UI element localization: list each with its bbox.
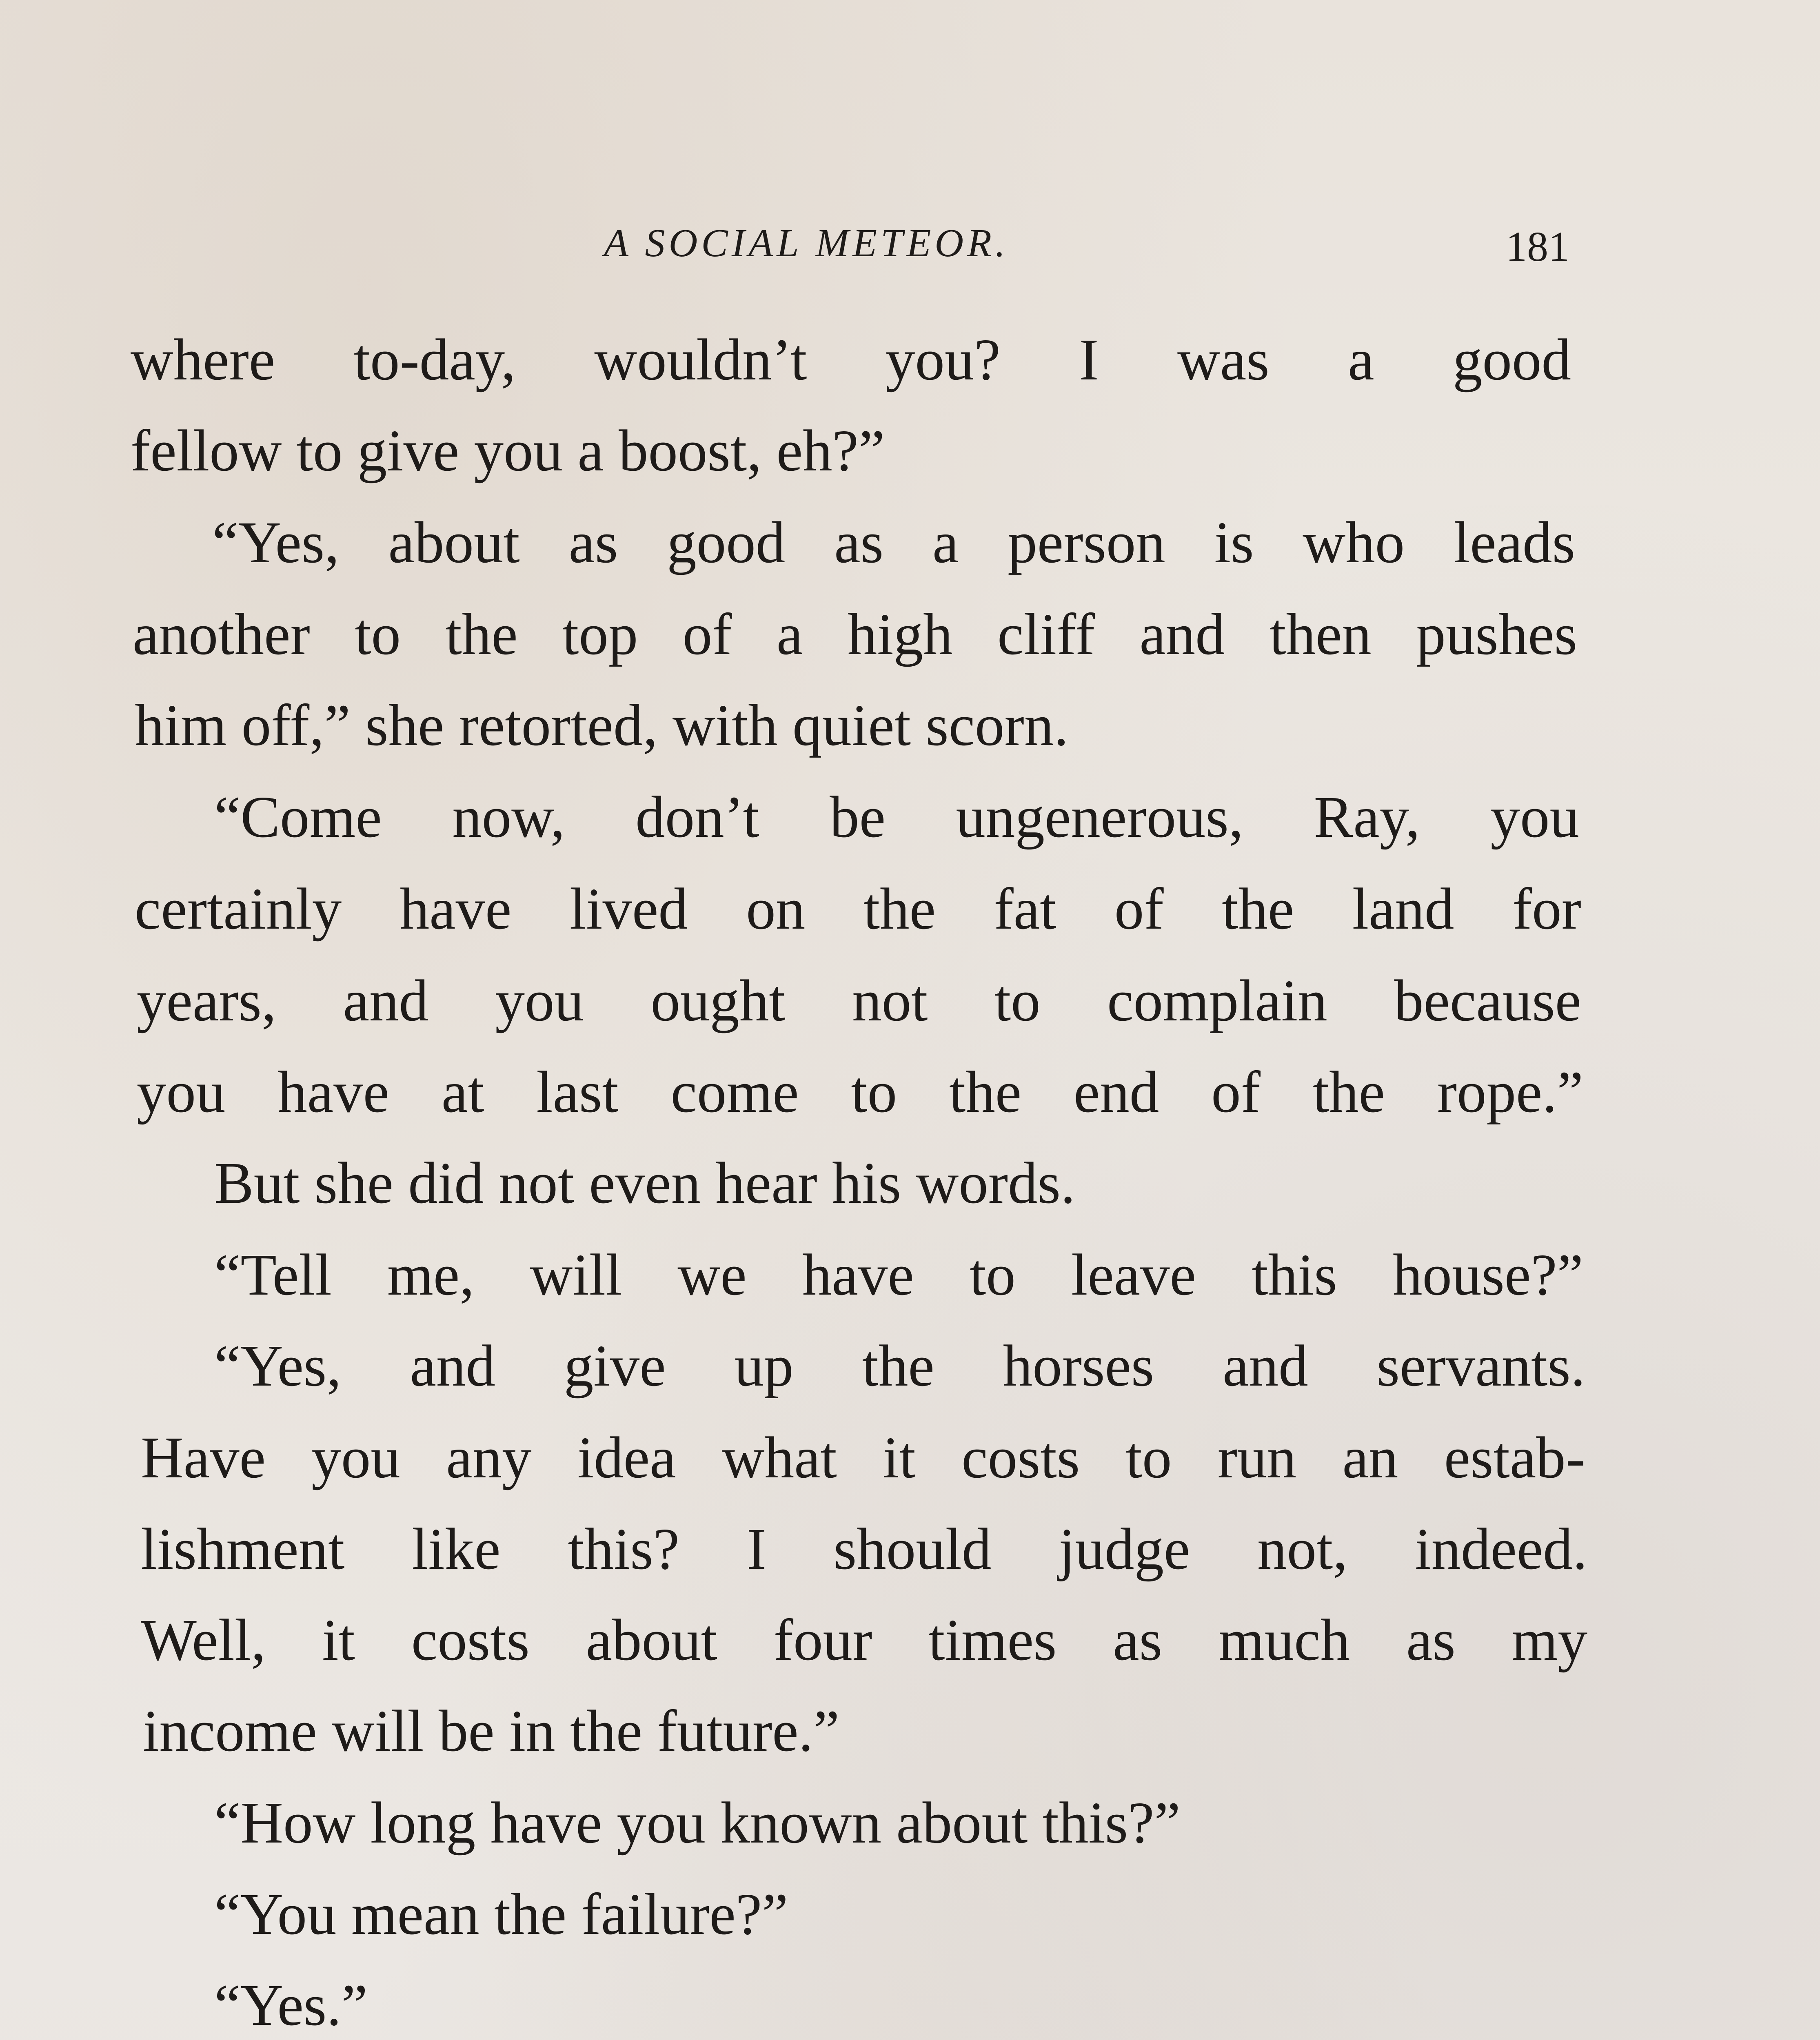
text-line: him off,” she retorted, with quiet scorn.: [135, 693, 1069, 758]
page-number: 181: [1506, 223, 1569, 270]
text-line: where to-day, wouldn’t you? I was a good: [131, 327, 1571, 392]
text-line: “Yes.”: [214, 1973, 368, 2038]
text-line: “Yes, about as good as a person is who leads: [212, 510, 1575, 575]
text-line: certainly have lived on the fat of the land for: [135, 876, 1581, 942]
text-line: you have at last come to the end of the rope.”: [137, 1060, 1583, 1125]
text-line: lishment like this? I should judge not, indeed.: [141, 1517, 1587, 1582]
text-line: another to the top of a high cliff and then pushes: [133, 602, 1577, 667]
text-line: Have you any idea what it costs to run an estab-: [141, 1425, 1585, 1490]
text-line: Well, it costs about four times as much as my: [141, 1608, 1587, 1673]
text-line: “You mean the failure?”: [214, 1882, 788, 1947]
text-line: income will be in the future.”: [143, 1699, 840, 1764]
text-line: “Yes, and give up the horses and servants.: [214, 1333, 1585, 1399]
text-line: fellow to give you a boost, eh?”: [131, 418, 885, 483]
text-line: “Come now, don’t be ungenerous, Ray, you: [214, 785, 1579, 850]
text-line: “How long have you known about this?”: [214, 1790, 1181, 1856]
text-line: But she did not even hear his words.: [214, 1151, 1076, 1216]
text-line: years, and you ought not to complain because: [137, 968, 1581, 1033]
text-line: “Tell me, will we have to leave this house?”: [214, 1242, 1583, 1308]
running-head: A SOCIAL METEOR.: [604, 221, 1009, 265]
